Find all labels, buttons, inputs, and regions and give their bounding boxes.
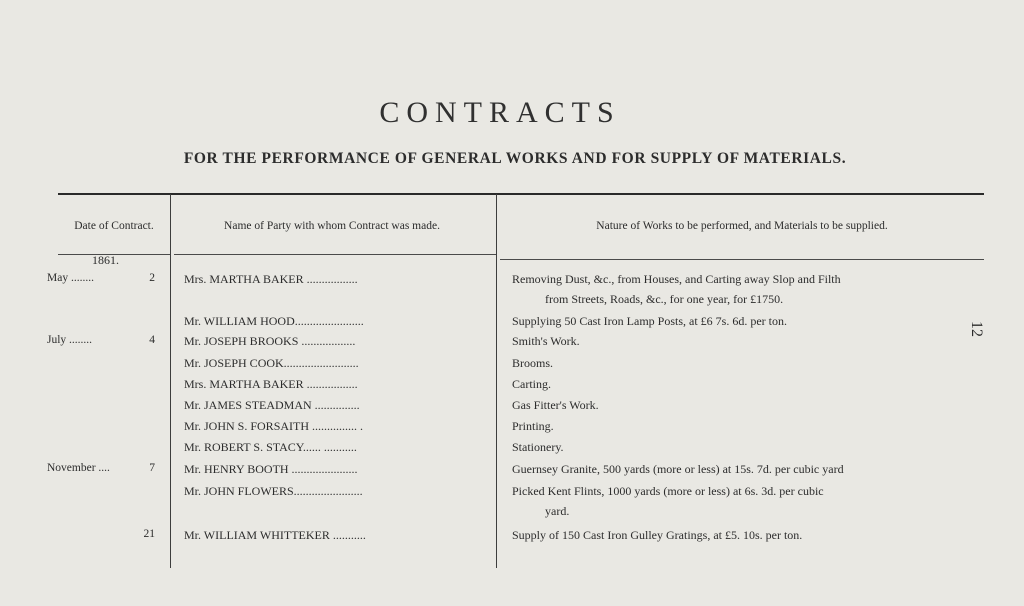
- contract-nature: Picked Kent Flints, 1000 yards (more or less) at 6s. 3d. per cubic: [512, 484, 824, 498]
- contract-day: 4: [149, 334, 155, 346]
- header-rule-party: [174, 254, 496, 255]
- contract-day: 21: [143, 528, 155, 540]
- contract-nature: Supply of 150 Cast Iron Gulley Gratings, at £5. 10s. per ton.: [512, 528, 803, 542]
- contract-month: November ....: [47, 462, 110, 474]
- contract-nature: Gas Fitter's Work.: [512, 398, 599, 412]
- contract-party: Mr. ROBERT S. STACY...... ...........: [184, 440, 357, 454]
- column-divider: [496, 194, 497, 568]
- header-party: Name of Party with whom Contract was made.: [224, 220, 440, 232]
- header-rule-nature: [500, 259, 984, 260]
- year-label: 1861.: [92, 253, 119, 267]
- contract-party: Mr. JOHN S. FORSAITH ............... .: [184, 419, 364, 433]
- contract-party: Mr. JAMES STEADMAN ...............: [184, 398, 360, 412]
- contract-nature: yard.: [545, 504, 570, 518]
- contract-nature: Removing Dust, &c., from Houses, and Carting away Slop and Filth: [512, 272, 841, 286]
- header-date: Date of Contract.: [74, 220, 154, 232]
- contract-day: 7: [149, 462, 155, 474]
- contract-party: Mr. JOSEPH BROOKS ..................: [184, 334, 356, 348]
- contract-nature: Supplying 50 Cast Iron Lamp Posts, at £6 7s. 6d. per ton.: [512, 314, 787, 328]
- contract-nature: Brooms.: [512, 356, 554, 370]
- column-divider: [170, 194, 171, 568]
- contract-nature: Guernsey Granite, 500 yards (more or less) at 15s. 7d. per cubic yard: [512, 462, 844, 476]
- contract-nature: from Streets, Roads, &c., for one year, for £1750.: [545, 292, 784, 306]
- header-nature: Nature of Works to be performed, and Materials to be supplied.: [596, 220, 888, 232]
- contract-month: May ........: [47, 272, 94, 284]
- page-subtitle: FOR THE PERFORMANCE OF GENERAL WORKS AND FOR SUPPLY OF MATERIALS.: [183, 150, 847, 167]
- contract-party: Mrs. MARTHA BAKER .................: [184, 272, 358, 286]
- contract-nature: Printing.: [512, 419, 554, 433]
- contract-party: Mr. JOHN FLOWERS.......................: [184, 484, 363, 498]
- contract-party: Mr. JOSEPH COOK.........................: [184, 356, 359, 370]
- contract-nature: Smith's Work.: [512, 334, 580, 348]
- contract-day: 2: [149, 272, 155, 284]
- contract-month: July ........: [47, 334, 93, 346]
- top-rule: [58, 193, 984, 195]
- contract-nature: Stationery.: [512, 440, 564, 454]
- contract-party: Mr. HENRY BOOTH ......................: [184, 462, 358, 476]
- contract-party: Mr. WILLIAM WHITTEKER ...........: [184, 528, 366, 542]
- page-number: 12: [968, 321, 985, 337]
- page-title: CONTRACTS: [379, 96, 621, 129]
- contract-party: Mr. WILLIAM HOOD.......................: [184, 314, 364, 328]
- contract-party: Mrs. MARTHA BAKER .................: [184, 377, 358, 391]
- contract-nature: Carting.: [512, 377, 551, 391]
